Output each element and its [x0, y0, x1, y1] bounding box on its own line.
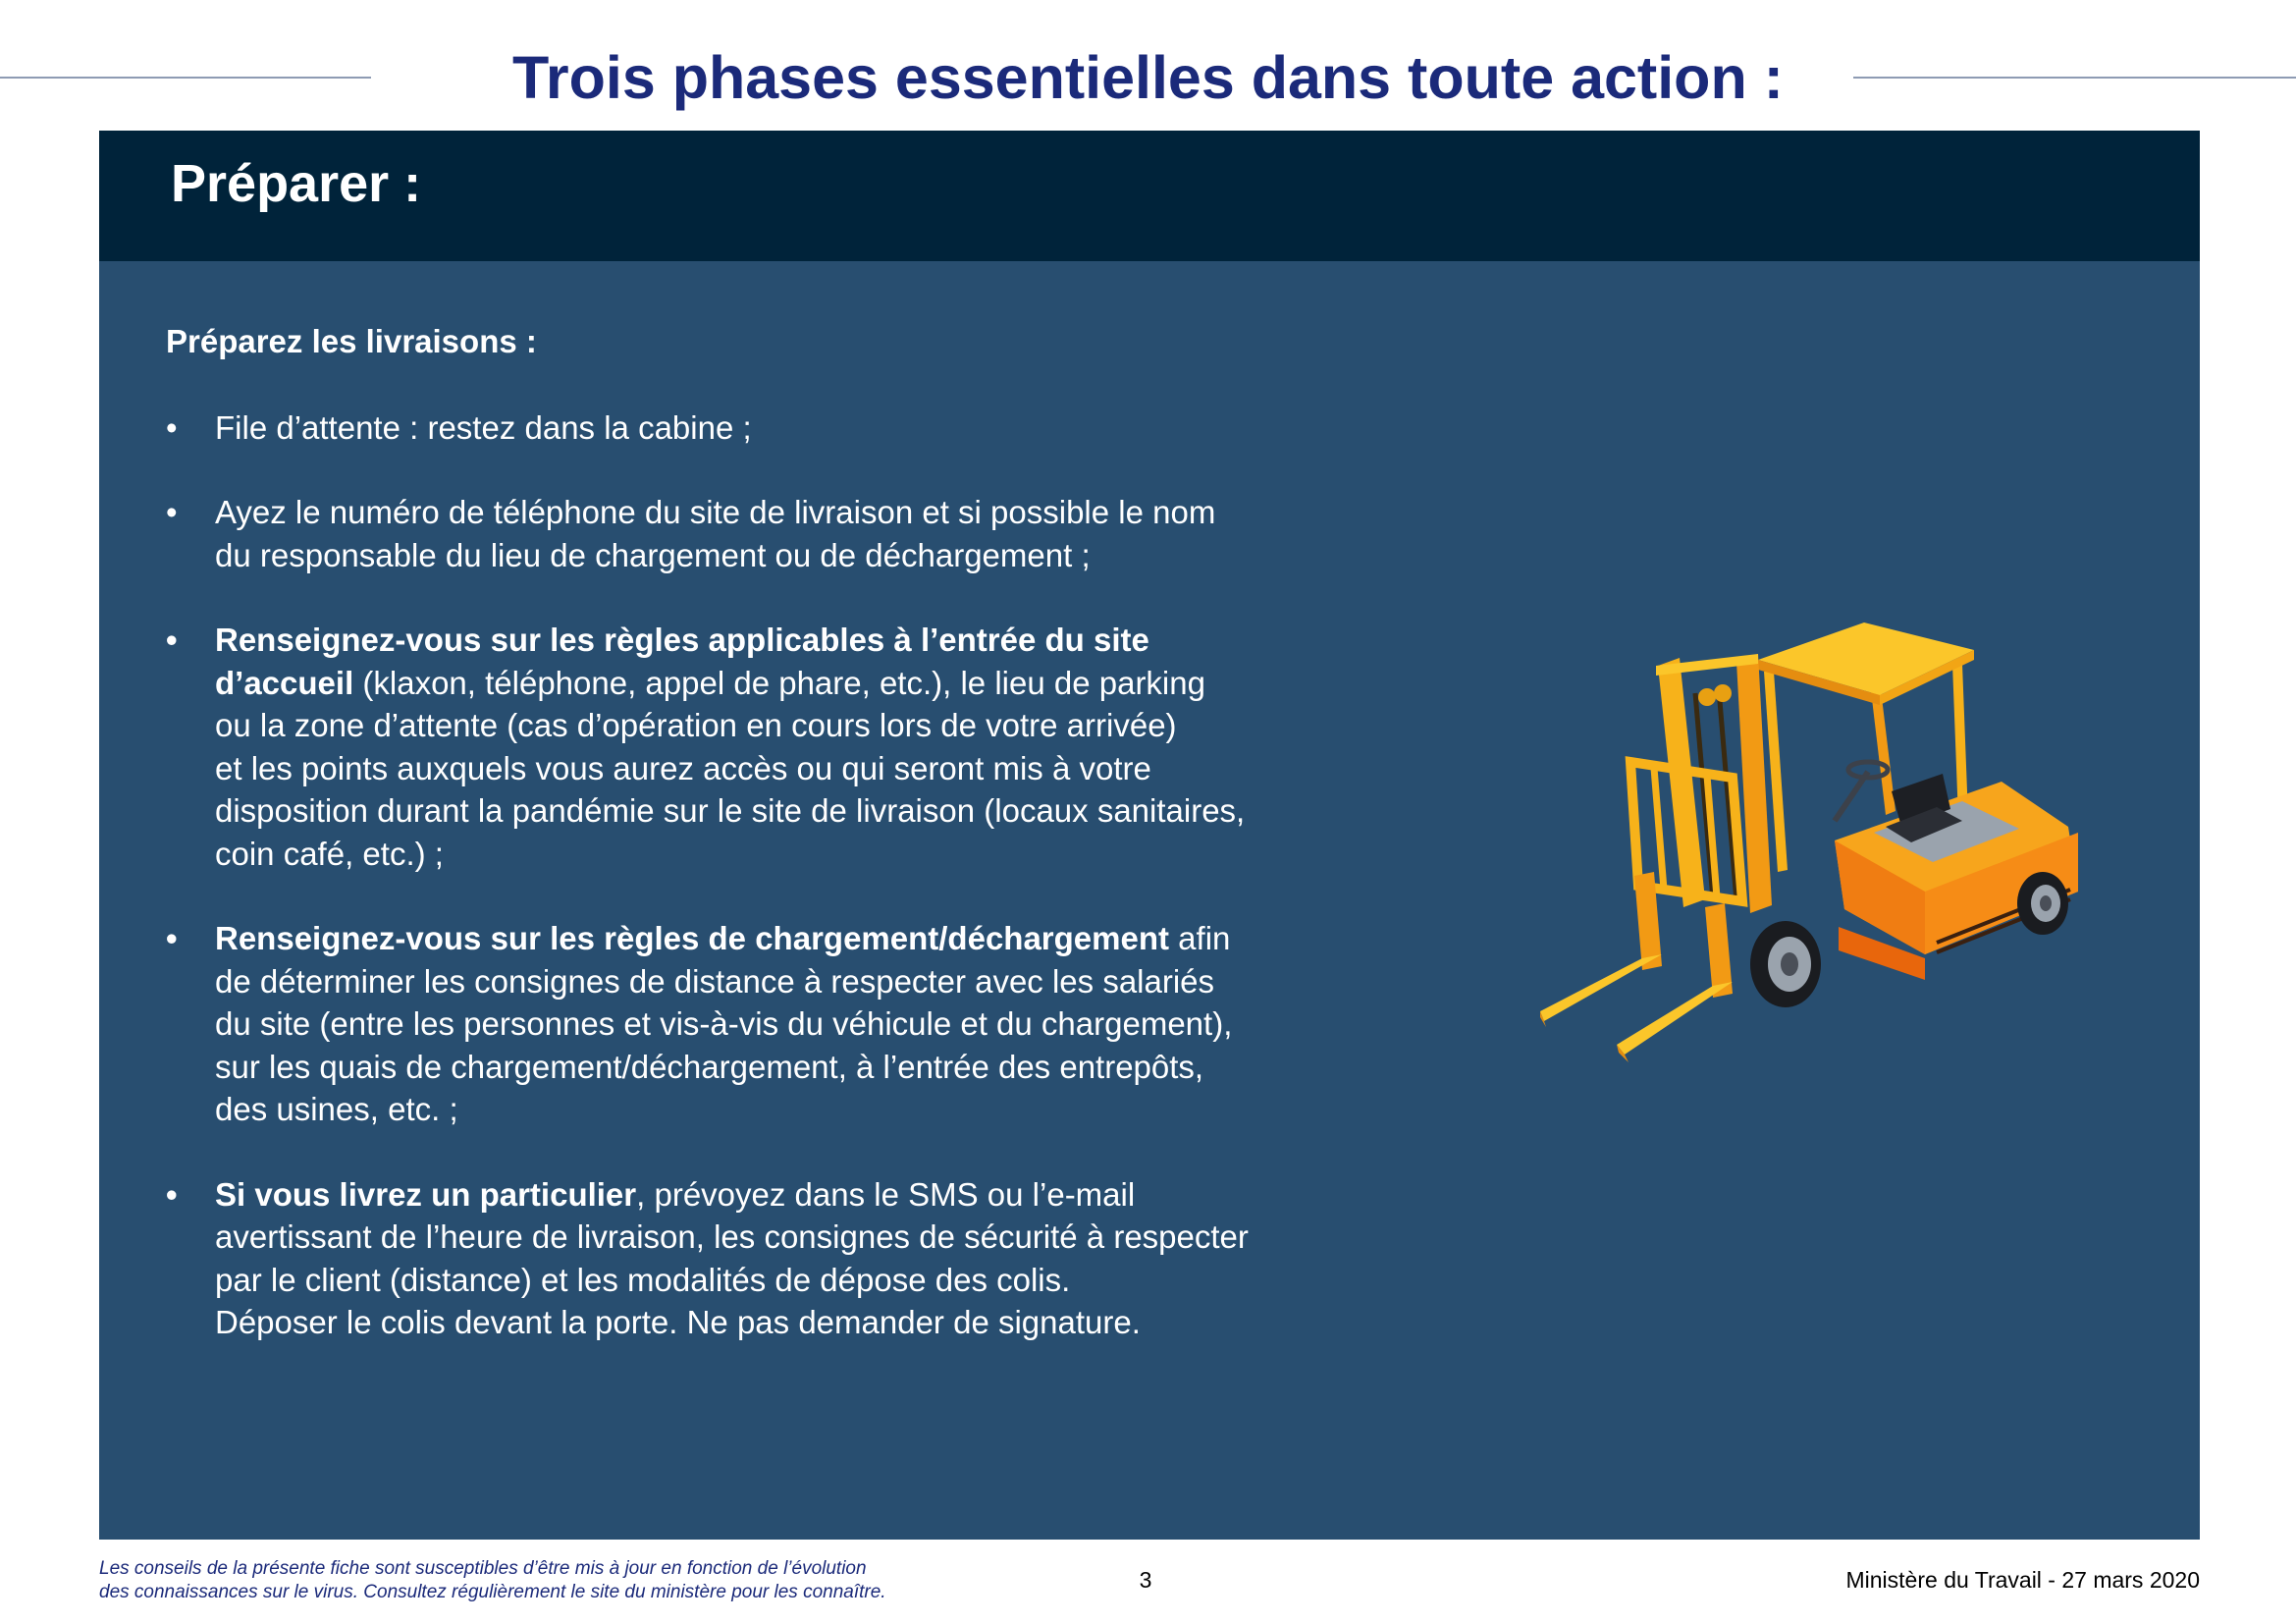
bullet-line — [215, 491, 1393, 534]
bullet-line — [215, 662, 1393, 705]
bullet-line — [215, 704, 1393, 747]
bold-text-run: Renseignez-vous sur les règles applicables à l’entrée du site — [215, 622, 1149, 658]
bullet-line — [215, 1046, 1393, 1089]
bullet-symbol: • — [166, 920, 178, 956]
text-run: et les points auxquels vous aurez accès ou qui seront mis à votre — [215, 749, 1151, 786]
footer-source: Ministère du Travail - 27 mars 2020 — [1845, 1567, 2200, 1593]
text-run: ou la zone d’attente (cas d’opération en cours lors de votre arrivée) — [215, 707, 1177, 743]
bullet-line — [215, 833, 1393, 876]
text-run: , prévoyez dans le SMS ou l’e-mail — [636, 1175, 1136, 1213]
bullet-line — [215, 1259, 1393, 1302]
page-number: 3 — [1139, 1567, 1152, 1593]
text-run: du responsable du lieu de chargement ou de déchargement ; — [215, 536, 1091, 573]
bullet-line — [215, 619, 1393, 662]
footer-disclaimer-line1: Les conseils de la présente fiche sont susceptibles d’être mis à jour en fonction de l’évolution — [99, 1558, 867, 1579]
bullet-item — [166, 619, 1393, 875]
bullet-line — [215, 917, 1393, 960]
text-run: coin café, etc.) ; — [215, 835, 444, 872]
text-run: avertissant de l’heure de livraison, les consignes de sécurité à respecter — [215, 1218, 1249, 1255]
text-run: File d’attente : restez dans la cabine ; — [215, 408, 752, 446]
bullet-line — [215, 1216, 1393, 1259]
bullet-line — [215, 1173, 1393, 1217]
bullet-line — [215, 534, 1393, 577]
text-run: disposition durant la pandémie sur le site de livraison (locaux sanitaires, — [215, 792, 1246, 829]
bullet-symbol: • — [166, 1175, 178, 1213]
page-title: Trois phases essentielles dans toute action : — [512, 44, 1784, 111]
section-header-band — [99, 131, 2200, 261]
footer-disclaimer-line2: des connaissances sur le virus. Consultez régulièrement le site du ministère pour les connaître. — [99, 1582, 886, 1602]
bullet-item — [166, 406, 1393, 450]
bullet-item — [166, 917, 1393, 1131]
text-run: afin — [1169, 920, 1231, 956]
section-heading: Préparer : — [171, 154, 422, 213]
content-panel — [99, 261, 2200, 1540]
bullet-list — [166, 406, 1393, 1344]
text-run: de déterminer les consignes de distance à respecter avec les salariés — [215, 962, 1215, 1000]
text-run: sur les quais de chargement/déchargement, à l’entrée des entrepôts, — [215, 1048, 1204, 1085]
bold-text-run: Si vous livrez un particulier — [215, 1175, 637, 1213]
bullet-item — [166, 491, 1393, 576]
text-run: Ayez le numéro de téléphone du site de livraison et si possible le nom — [215, 494, 1216, 530]
bullet-line — [215, 789, 1393, 833]
text-run: Déposer le colis devant la porte. Ne pas demander de signature. — [215, 1304, 1141, 1340]
bullet-line — [215, 747, 1393, 790]
text-run: (klaxon, téléphone, appel de phare, etc.), le lieu de parking — [353, 664, 1205, 701]
bullet-symbol: • — [166, 408, 178, 446]
bullet-item — [166, 1173, 1393, 1344]
bold-text-run: Renseignez-vous sur les règles de chargement/déchargement — [215, 920, 1170, 956]
text-run: par le client (distance) et les modalités de dépose des colis. — [215, 1261, 1071, 1298]
bullet-line — [215, 1002, 1393, 1046]
lead-text: Préparez les livraisons : — [166, 323, 537, 359]
text-run: du site (entre les personnes et vis-à-vis du véhicule et du chargement), — [215, 1005, 1233, 1042]
text-column — [166, 320, 1393, 1386]
bullet-symbol: • — [166, 622, 178, 658]
bullet-line — [215, 960, 1393, 1003]
text-run: des usines, etc. ; — [215, 1091, 458, 1127]
footer-disclaimer — [99, 1557, 886, 1604]
bullet-line — [215, 1301, 1393, 1344]
bullet-line — [215, 1088, 1393, 1131]
bullet-line — [215, 406, 1393, 450]
bold-text-run: d’accueil — [215, 664, 354, 701]
forklift-icon — [1540, 615, 2129, 1164]
bullet-symbol: • — [166, 494, 178, 530]
